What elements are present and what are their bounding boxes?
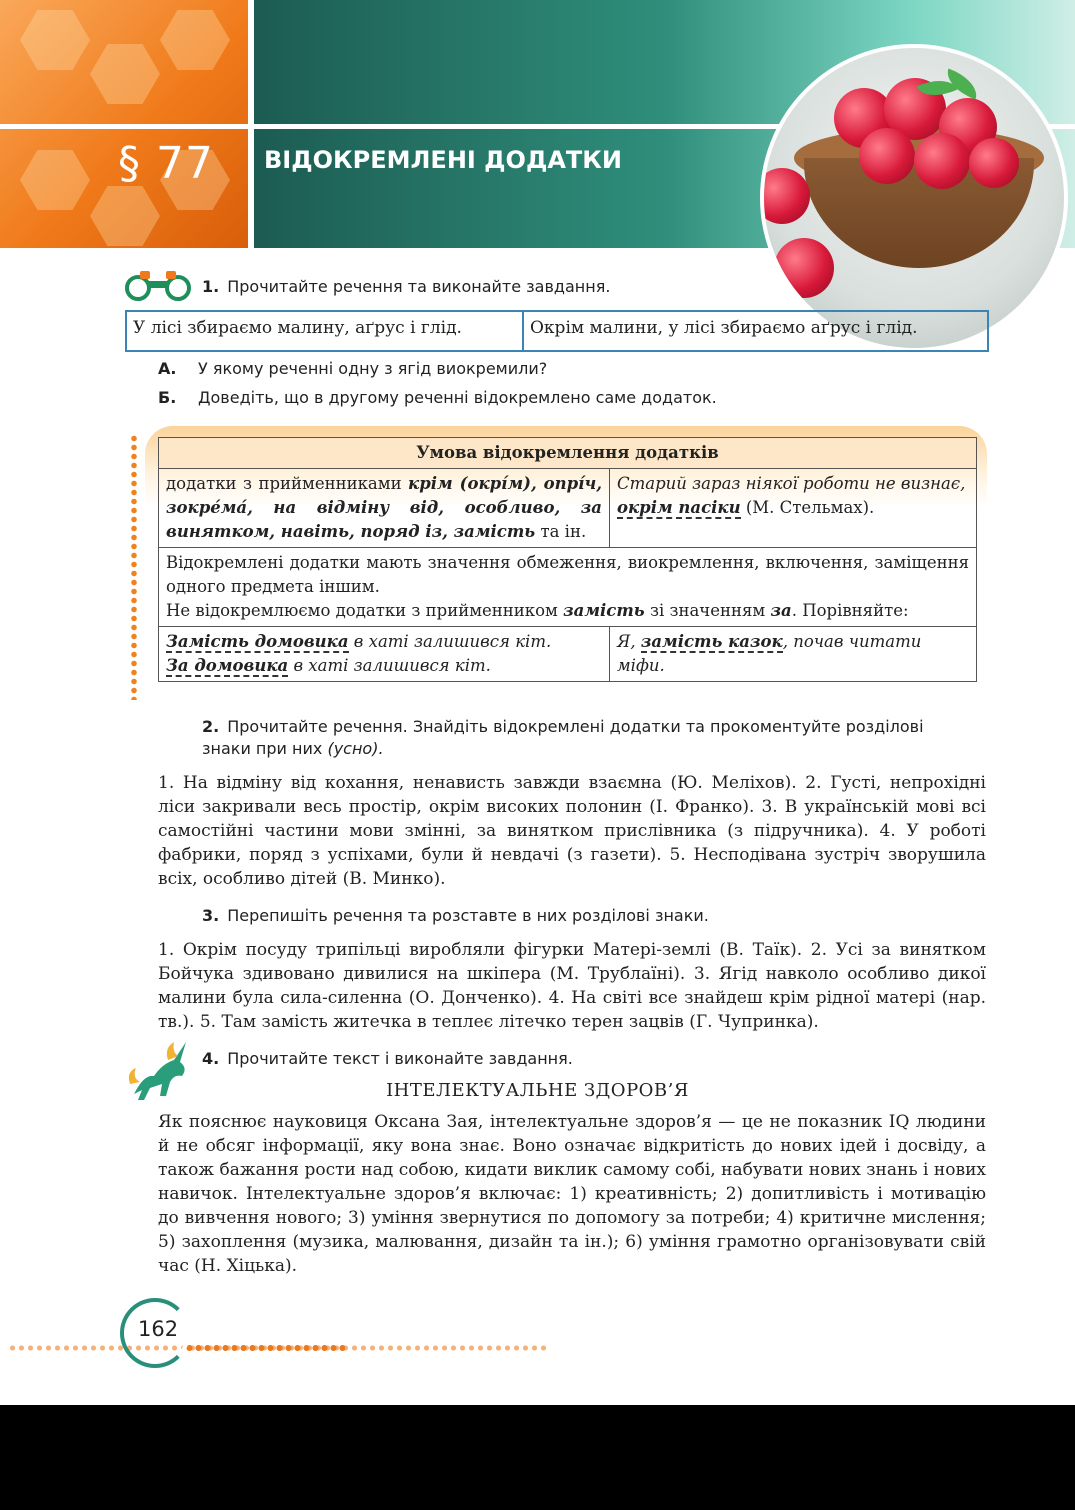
rule-table	[158, 437, 977, 682]
section-title: ВІДОКРЕМЛЕНІ ДОДАТКИ	[264, 146, 622, 174]
task4-body: Як пояснює науковиця Оксана Зая, інтелектуальне здоров’я — це не показник IQ людини й не обсяг інформації, яку вона знає. Воно означає відкритість до нових ідей і досвіду, а також бажання рости над собою, кидати виклик самому собі, набувати нових знань і нових навичок. Інтелектуальне здоров’я включає: 1) креативність; 2) допитливість і мотивацію до вивчення нового; 3) уміння звернутися по допомогу за потреби; 4) критичне мислення; 5) захоплення (музика, малювання, дизайн та ін.); 6) уміння грамотно організовувати свій час (Н. Хіцька).	[158, 1112, 986, 1276]
task2-instruction: 2. Прочитайте речення. Знайдіть відокремлені додатки та прокоментуйте розділові знаки при них (усно).	[202, 717, 924, 758]
rule-compare-right: Я, замість казок, почав читати міфи.	[610, 627, 977, 682]
task3-instruction: 3. Перепишіть речення та розставте в них розділові знаки.	[202, 906, 709, 925]
binoculars-icon	[124, 268, 192, 302]
task1-question-b: Б. Доведіть, що в другому реченні відокремлено саме додаток.	[158, 388, 717, 407]
page-number: 162	[138, 1317, 179, 1341]
rule-meaning-cell: Відокремлені додатки мають значення обмеження, виокремлення, включення, заміщення одного предмета іншим. Не відокремлюємо додатки з прийменником замість зі значенням за. Порівняйте:	[159, 548, 977, 627]
task3-body: 1. Окрім посуду трипільці виробляли фігурки Матері-землі (В. Таїк). 2. Усі за винятком Бойчука здивовано дивилися на шкіпера (М. Трублаїні). 3. Ягід навколо особливо дикої малини була сила-силенна (О. Донченко). 4. На світі все знайдеш крім рідної матері (нар. тв.). 5. Там замість житечка в теплеє літечко терен зацвів (Г. Чупринка).	[158, 940, 986, 1032]
task1-question-a: А. У якому реченні одну з ягід виокремили?	[158, 359, 548, 378]
task4-instruction: 4. Прочитайте текст і виконайте завдання.	[202, 1049, 573, 1068]
section-number: § 77	[118, 138, 214, 189]
text-title: ІНТЕЛЕКТУАЛЬНЕ ЗДОРОВ’Я	[386, 1080, 689, 1101]
task1-sentence-right: Окрім малини, у лісі збираємо аґрус і глід.	[530, 318, 918, 338]
task1-instruction: 1. Прочитайте речення та виконайте завдання.	[202, 277, 611, 296]
rule-example-cell: Старий зараз ніякої роботи не визнає, окрім пасіки (М. Стельмах).	[610, 469, 977, 548]
rule-dotted-border	[131, 434, 137, 700]
rule-title: Умова відокремлення додатків	[159, 438, 977, 469]
task2-body: 1. На відміну від кохання, ненависть завжди взаємна (Ю. Меліхов). 2. Густі, непрохідні ліси закривали весь простір, окрім високих полонин (І. Франко). 3. В українській мові всі самостійні частини мови змінні, за винятком прислівника (з підручника). 4. У роботі фабрики, поряд з успіхами, були й невдачі (з газети). 5. Несподівана зустріч зворушила всіх, особливо дітей (В. Минко).	[158, 773, 986, 889]
task1-sentence-left: У лісі збираємо малину, аґрус і глід.	[127, 312, 524, 350]
footer-dotted-accent	[185, 1344, 345, 1352]
rule-compare-left: Замість домовика в хаті залишився кіт. За домовика в хаті залишився кіт.	[159, 627, 610, 682]
rule-prepositions-cell: додатки з прийменниками крім (окрі́м), опрі́ч, зокре́ма́, на відміну від, особливо, за винятком, навіть, поряд із, замість та ін.	[159, 469, 610, 548]
task1-sentence-box	[125, 310, 989, 352]
raspberry-bowl-image	[760, 44, 1068, 352]
